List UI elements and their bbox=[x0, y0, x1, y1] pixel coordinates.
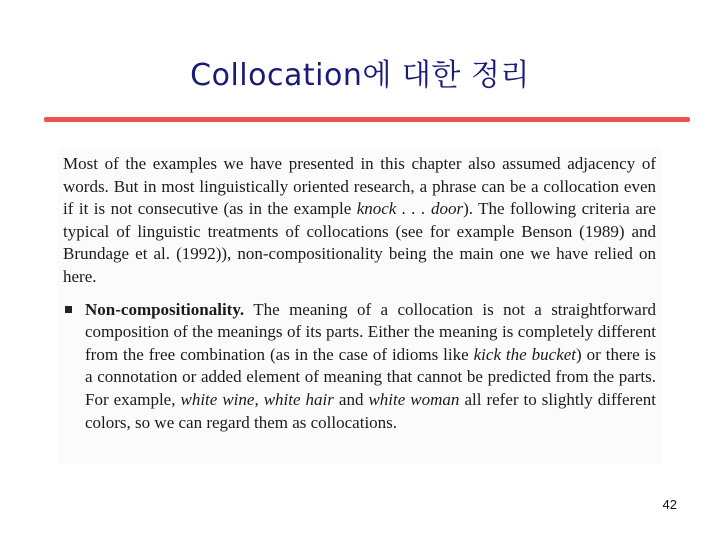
bullet-body: , bbox=[254, 389, 264, 409]
bullet-text bbox=[85, 299, 656, 435]
paragraph-text: ). The following criteria are typical of linguistic treatments of collocations (see for example Benson (1989) and Brundage et al. (1992)), non-compositionality being the main one we have relied on here. bbox=[63, 199, 656, 286]
bullet-body: all refer to slightly different colors, so we can regard them as collocations. bbox=[85, 389, 657, 432]
page-number: 42 bbox=[662, 497, 677, 512]
example-phrase: white hair bbox=[263, 389, 334, 409]
slide-title: Collocation에 대한 정리 bbox=[190, 58, 530, 93]
example-phrase: white wine bbox=[180, 389, 255, 409]
bullet-body: and bbox=[333, 389, 369, 409]
bullet-body: ) or there is a connotation or added element of meaning that cannot be predicted from the parts. For example, bbox=[85, 344, 656, 409]
bullet-body: The meaning of a collocation is not a straightforward composition of the meanings of its parts. Either the meaning is completely different from the free combination (as in the case of idioms like bbox=[85, 299, 656, 364]
title-divider bbox=[44, 117, 690, 122]
bullet-square-icon bbox=[65, 306, 72, 313]
paragraph-text: Most of the examples we have presented in this chapter also assumed adjacency of words. But in most linguistically oriented research, a phrase can be a collocation even if it is not consecutive (as in the example bbox=[63, 154, 656, 219]
intro-paragraph bbox=[63, 153, 656, 289]
example-phrase: knock . . . door bbox=[356, 199, 464, 219]
bullet-heading: Non-compositionality. bbox=[85, 299, 245, 319]
example-phrase: kick the bucket bbox=[473, 344, 577, 364]
scanned-text-excerpt bbox=[58, 148, 662, 464]
example-phrase: white woman bbox=[368, 389, 460, 409]
bullet-item bbox=[63, 299, 656, 435]
